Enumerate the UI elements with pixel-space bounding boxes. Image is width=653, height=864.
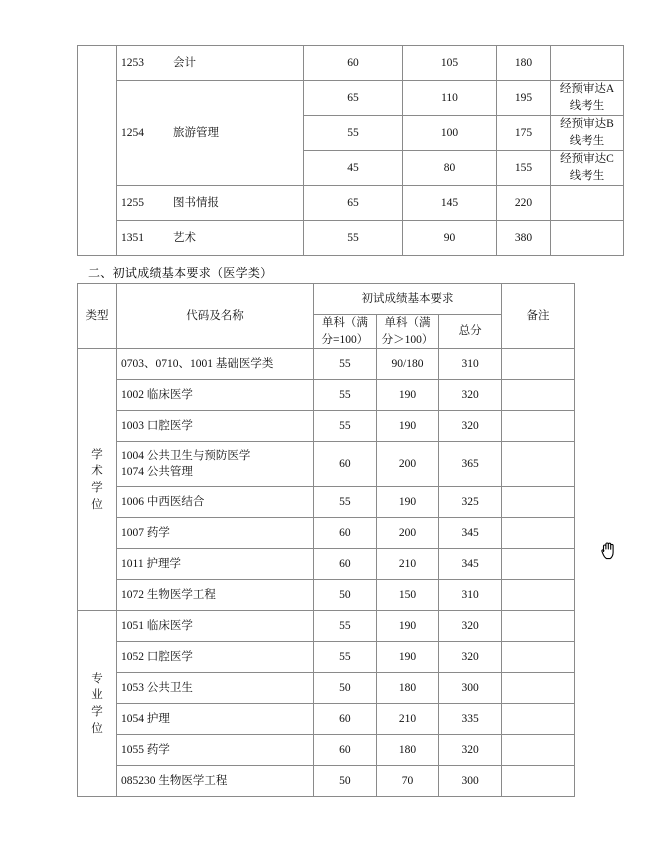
header-sub2-line1: 单科 (384, 317, 408, 329)
code-name-cell: 1072 生物医学工程 (117, 580, 314, 611)
code-name-cell: 085230 生物医学工程 (117, 766, 314, 797)
table-row (78, 766, 575, 797)
category-char: 学 (91, 448, 103, 461)
single-subject-100: 50 (314, 766, 377, 797)
table-row (78, 580, 575, 611)
program-code: 1253 (121, 56, 144, 69)
header-code-name: 代码及名称 (117, 284, 314, 349)
category-char: 专 (91, 672, 103, 685)
single-subject-100: 55 (314, 380, 377, 411)
total-score: 365 (439, 442, 502, 487)
single-subject-100: 55 (314, 642, 377, 673)
code-name-cell (117, 81, 304, 186)
total-score: 380 (497, 221, 551, 256)
single-subject-over100: 190 (376, 642, 439, 673)
remark-line-2: C 线考生 (569, 153, 614, 182)
total-score: 320 (439, 642, 502, 673)
single-subject-100: 55 (314, 349, 377, 380)
single-subject-over100: 180 (376, 673, 439, 704)
code-name-cell: 1052 口腔医学 (117, 642, 314, 673)
header-type: 类型 (78, 284, 117, 349)
single-subject-100: 60 (314, 704, 377, 735)
category-char: 位 (91, 498, 103, 511)
table-row (78, 518, 575, 549)
category-professional-degree (78, 611, 117, 797)
single-subject-100: 65 (304, 81, 403, 116)
single-subject-100: 55 (304, 221, 403, 256)
single-subject-over100: 180 (376, 735, 439, 766)
remark-cell (502, 580, 575, 611)
remark-line-1: 经预审达 (560, 153, 607, 166)
total-score: 320 (439, 411, 502, 442)
single-subject-100: 50 (314, 673, 377, 704)
single-subject-over100: 150 (376, 580, 439, 611)
code-name-cell: 1053 公共卫生 (117, 673, 314, 704)
remark-cell (551, 186, 624, 221)
total-score: 175 (497, 116, 551, 151)
total-score: 325 (439, 487, 502, 518)
remark-cell (502, 642, 575, 673)
header-sub1-line1: 单科 (321, 317, 345, 329)
single-subject-100: 50 (314, 580, 377, 611)
single-subject-over100: 80 (403, 151, 497, 186)
remark-cell (551, 151, 624, 186)
total-score: 300 (439, 766, 502, 797)
table-row (78, 704, 575, 735)
table-row (78, 46, 624, 81)
single-subject-100: 60 (304, 46, 403, 81)
table-row (78, 411, 575, 442)
table-row (78, 380, 575, 411)
table-row (78, 642, 575, 673)
remark-cell (502, 673, 575, 704)
score-table-medical (77, 283, 575, 797)
total-score: 195 (497, 81, 551, 116)
code-name-cell: 1051 临床医学 (117, 611, 314, 642)
remark-cell (502, 766, 575, 797)
code-name-cell (117, 186, 304, 221)
table-row (78, 81, 624, 116)
code-name-cell: 1002 临床医学 (117, 380, 314, 411)
category-char: 学 (91, 481, 103, 494)
code-name-cell (117, 442, 314, 487)
remark-cell (502, 487, 575, 518)
single-subject-over100: 110 (403, 81, 497, 116)
remark-cell (502, 380, 575, 411)
single-subject-over100: 210 (376, 549, 439, 580)
program-code: 1254 (121, 126, 144, 139)
code-name-cell (117, 46, 304, 81)
table-row (78, 487, 575, 518)
header-sub2-line2: （满分＞100） (381, 317, 434, 346)
table-row (78, 442, 575, 487)
category-academic-degree (78, 349, 117, 611)
code-name-cell: 0703、0710、1001 基础医学类 (117, 349, 314, 380)
code-name-cell: 1007 药学 (117, 518, 314, 549)
single-subject-over100: 70 (376, 766, 439, 797)
single-subject-over100: 100 (403, 116, 497, 151)
section-heading-medical: 二、初试成绩基本要求（医学类） (88, 266, 273, 280)
total-score: 320 (439, 380, 502, 411)
header-score-requirements: 初试成绩基本要求 (314, 284, 502, 315)
remark-cell (502, 735, 575, 766)
code-name-cell: 1006 中西医结合 (117, 487, 314, 518)
header-sub1-line2: （满分=100） (321, 317, 369, 346)
program-name: 艺术 (173, 231, 196, 244)
remark-cell (502, 611, 575, 642)
single-subject-100: 55 (314, 487, 377, 518)
total-score: 180 (497, 46, 551, 81)
program-name: 旅游管理 (173, 126, 219, 139)
remark-cell (502, 411, 575, 442)
table-row (78, 221, 624, 256)
single-subject-100: 60 (314, 518, 377, 549)
remark-cell (551, 46, 624, 81)
single-subject-over100: 105 (403, 46, 497, 81)
single-subject-100: 55 (314, 411, 377, 442)
single-subject-over100: 90/180 (376, 349, 439, 380)
table-row (78, 186, 624, 221)
remark-cell (551, 221, 624, 256)
remark-line-2: B 线考生 (569, 118, 614, 147)
remark-cell (502, 549, 575, 580)
header-total: 总分 (439, 315, 502, 349)
remark-cell (551, 116, 624, 151)
total-score: 155 (497, 151, 551, 186)
total-score: 300 (439, 673, 502, 704)
grab-hand-cursor-icon (598, 538, 618, 562)
single-subject-over100: 190 (376, 611, 439, 642)
table-row (78, 349, 575, 380)
code-name-line-1: 1004 公共卫生与预防医学 (121, 449, 251, 462)
category-char: 位 (91, 722, 103, 735)
header-single-subject-over100 (376, 315, 439, 349)
total-score: 310 (439, 580, 502, 611)
program-code: 1255 (121, 196, 144, 209)
single-subject-over100: 210 (376, 704, 439, 735)
total-score: 320 (439, 611, 502, 642)
single-subject-over100: 90 (403, 221, 497, 256)
remark-cell (502, 518, 575, 549)
single-subject-100: 45 (304, 151, 403, 186)
table-row (78, 735, 575, 766)
category-char: 术 (91, 465, 103, 478)
code-name-cell: 1011 护理学 (117, 549, 314, 580)
single-subject-over100: 190 (376, 487, 439, 518)
table-header-row (78, 284, 575, 315)
header-remark: 备注 (502, 284, 575, 349)
program-code: 1351 (121, 231, 144, 244)
remark-line-2: A 线考生 (569, 83, 615, 112)
score-table-continuation (77, 45, 624, 256)
program-name: 图书情报 (173, 196, 219, 209)
category-cell-empty (78, 46, 117, 256)
single-subject-100: 60 (314, 735, 377, 766)
table-row (78, 549, 575, 580)
single-subject-100: 60 (314, 549, 377, 580)
total-score: 335 (439, 704, 502, 735)
remark-cell (502, 349, 575, 380)
table-row (78, 611, 575, 642)
total-score: 345 (439, 549, 502, 580)
code-name-cell: 1003 口腔医学 (117, 411, 314, 442)
category-char: 业 (91, 689, 103, 702)
single-subject-over100: 200 (376, 442, 439, 487)
header-single-subject-100 (314, 315, 377, 349)
single-subject-100: 65 (304, 186, 403, 221)
code-name-cell: 1054 护理 (117, 704, 314, 735)
single-subject-100: 55 (314, 611, 377, 642)
single-subject-100: 60 (314, 442, 377, 487)
program-name: 会计 (173, 56, 196, 69)
total-score: 310 (439, 349, 502, 380)
single-subject-over100: 190 (376, 380, 439, 411)
total-score: 320 (439, 735, 502, 766)
total-score: 345 (439, 518, 502, 549)
single-subject-over100: 190 (376, 411, 439, 442)
code-name-line-2: 1074 公共管理 (121, 466, 193, 479)
remark-line-1: 经预审达 (560, 118, 607, 131)
remark-cell (502, 704, 575, 735)
single-subject-100: 55 (304, 116, 403, 151)
category-char: 学 (91, 705, 103, 718)
single-subject-over100: 200 (376, 518, 439, 549)
total-score: 220 (497, 186, 551, 221)
single-subject-over100: 145 (403, 186, 497, 221)
remark-line-1: 经预审达 (559, 83, 606, 96)
remark-cell (551, 81, 624, 116)
code-name-cell: 1055 药学 (117, 735, 314, 766)
table-row (78, 673, 575, 704)
code-name-cell (117, 221, 304, 256)
remark-cell (502, 442, 575, 487)
